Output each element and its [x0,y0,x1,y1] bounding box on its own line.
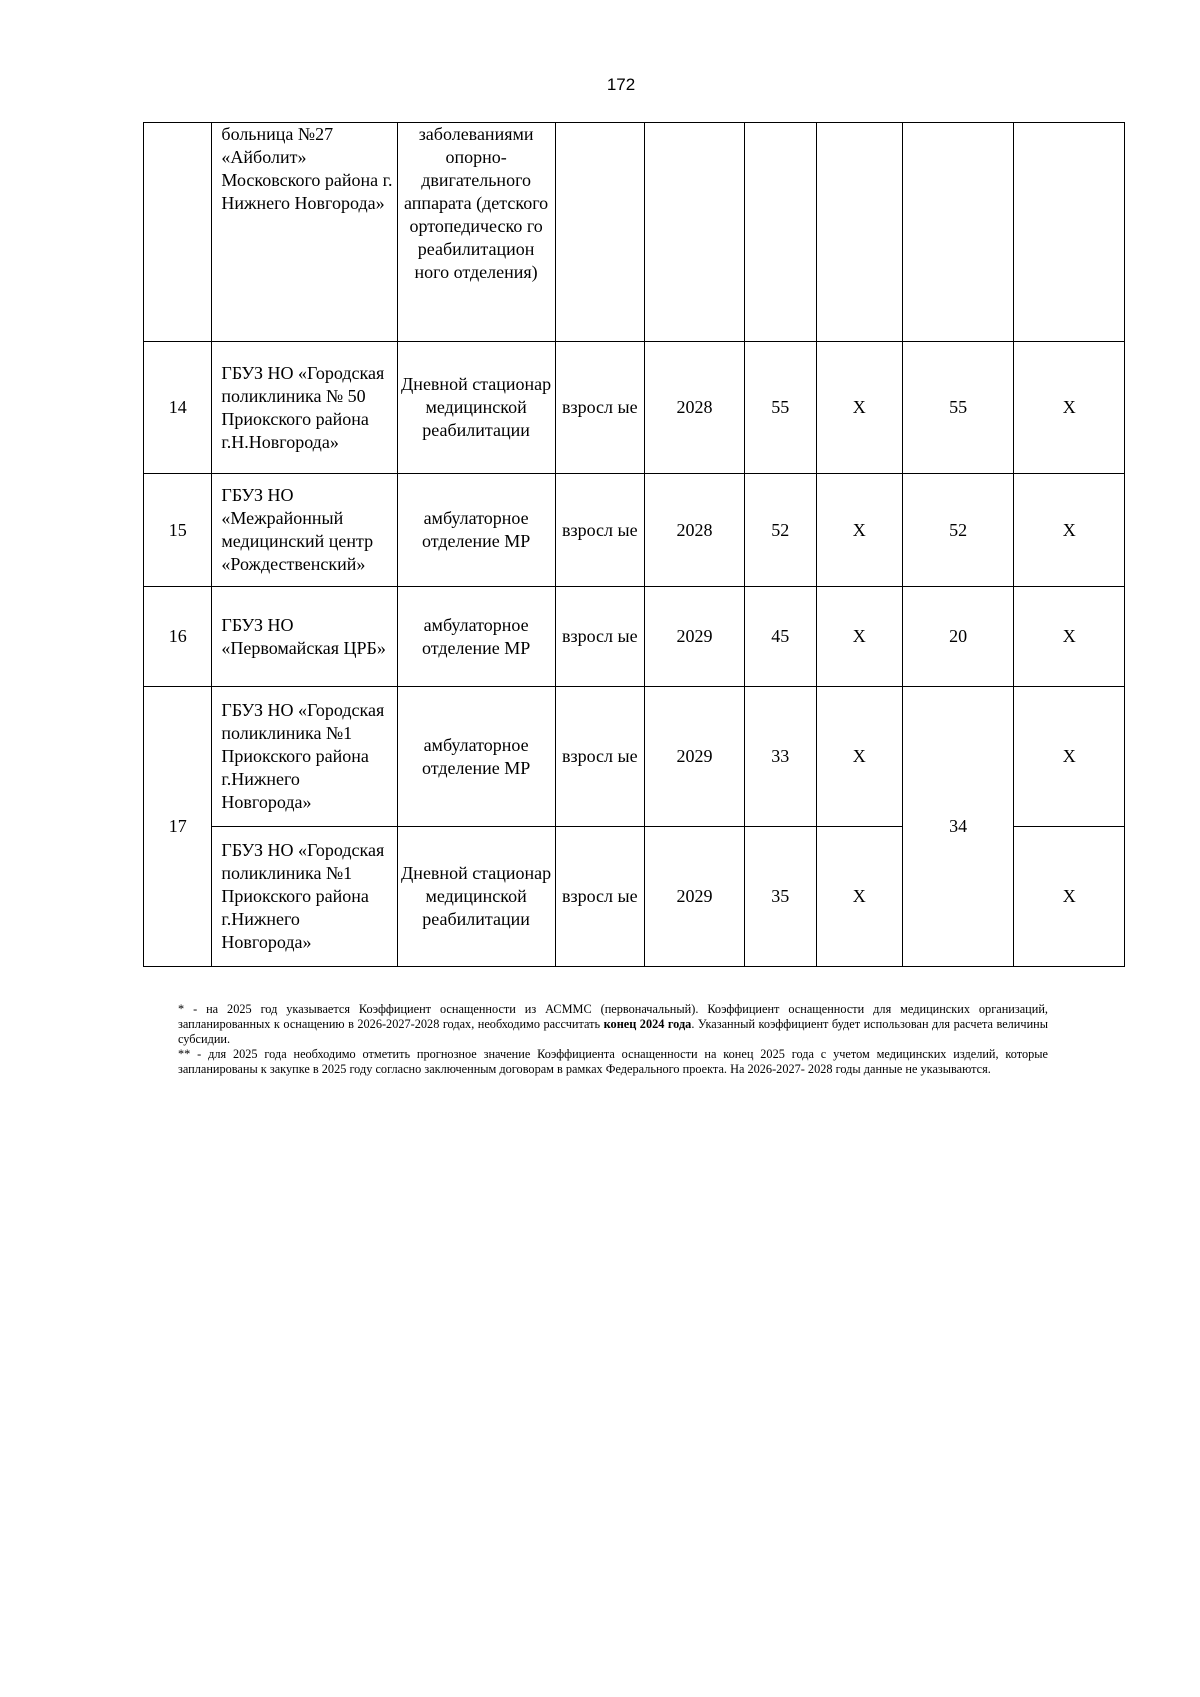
value-cell: 55 [902,342,1014,474]
footnote-2: ** - для 2025 года необходимо отметить прогнозное значение Коэффициента оснащенности на конец 2025 года с учетом медицинских изделий, которые запланированы к закупке в 2025 году согласно заключенным договорам в рамках Федерального проекта. На 2026-2027- 2028 годы данные не указываются. [178,1047,1048,1076]
patient-type-cell: взросл ые [555,474,644,587]
patient-type-cell: взросл ые [555,342,644,474]
x-mark-cell [816,123,902,342]
department-cell: амбулаторное отделение МР [397,687,555,827]
department-cell: Дневной стационар медицинской реабилитации [397,827,555,967]
year-cell: 2029 [645,687,745,827]
x-mark-cell: X [816,587,902,687]
x-mark-cell: X [1014,474,1125,587]
page-number: 172 [606,75,636,94]
footnotes [178,1002,1048,1077]
organization-cell: ГБУЗ НО «Межрайонный медицинский центр «Рождественский» [212,474,397,587]
value-cell [744,123,816,342]
organization-cell: больница №27 «Айболит» Московского района г. Нижнего Новгорода» [212,123,397,342]
year-cell: 2028 [645,342,745,474]
organization-cell: ГБУЗ НО «Городская поликлиника №1 Приокского района г.Нижнего Новгорода» [212,827,397,967]
organization-cell: ГБУЗ НО «Городская поликлиника №1 Приокского района г.Нижнего Новгорода» [212,687,397,827]
department-cell: амбулаторное отделение МР [397,474,555,587]
department-cell: заболеваниями опорно-двигательного аппарата (детского ортопедическо го реабилитацион ного отделения) [397,123,555,342]
x-mark-cell: X [816,474,902,587]
x-mark-cell: X [816,687,902,827]
value-cell [902,123,1014,342]
year-cell: 2028 [645,474,745,587]
row-number-cell: 14 [144,342,212,474]
x-mark-cell: X [816,342,902,474]
value-cell: 45 [744,587,816,687]
x-mark-cell: X [1014,587,1125,687]
patient-type-cell: взросл ые [555,587,644,687]
year-cell: 2029 [645,587,745,687]
table-row [144,687,1125,827]
value-cell: 52 [744,474,816,587]
patient-type-cell: взросл ые [555,827,644,967]
table-row [144,123,1125,342]
year-cell [645,123,745,342]
row-number-cell [144,123,212,342]
x-mark-cell: X [816,827,902,967]
table-row [144,342,1125,474]
equipment-table [143,122,1125,967]
patient-type-cell [555,123,644,342]
x-mark-cell: X [1014,687,1125,827]
value-cell: 35 [744,827,816,967]
value-cell: 20 [902,587,1014,687]
table-row [144,474,1125,587]
row-number-cell: 16 [144,587,212,687]
footnote-1: * - на 2025 год указывается Коэффициент оснащенности из АСММС (первоначальный). Коэффициент оснащенности для медицинских организаций, запланированных к оснащению в 2026-2027-2028 годах, необходимо рассчитать конец 2024 года. Указанный коэффициент будет использован для расчета величины субсидии. [178,1002,1049,1046]
department-cell: Дневной стационар медицинской реабилитации [397,342,555,474]
value-cell: 34 [902,687,1014,967]
value-cell: 52 [902,474,1014,587]
organization-cell: ГБУЗ НО «Городская поликлиника № 50 Приокского района г.Н.Новгорода» [212,342,397,474]
value-cell: 55 [744,342,816,474]
organization-cell: ГБУЗ НО «Первомайская ЦРБ» [212,587,397,687]
department-cell: амбулаторное отделение МР [397,587,555,687]
year-cell: 2029 [645,827,745,967]
value-cell: 33 [744,687,816,827]
x-mark-cell: X [1014,827,1125,967]
row-number-cell: 17 [144,687,212,967]
x-mark-cell: X [1014,342,1125,474]
x-mark-cell [1014,123,1125,342]
patient-type-cell: взросл ые [555,687,644,827]
table-row [144,587,1125,687]
row-number-cell: 15 [144,474,212,587]
